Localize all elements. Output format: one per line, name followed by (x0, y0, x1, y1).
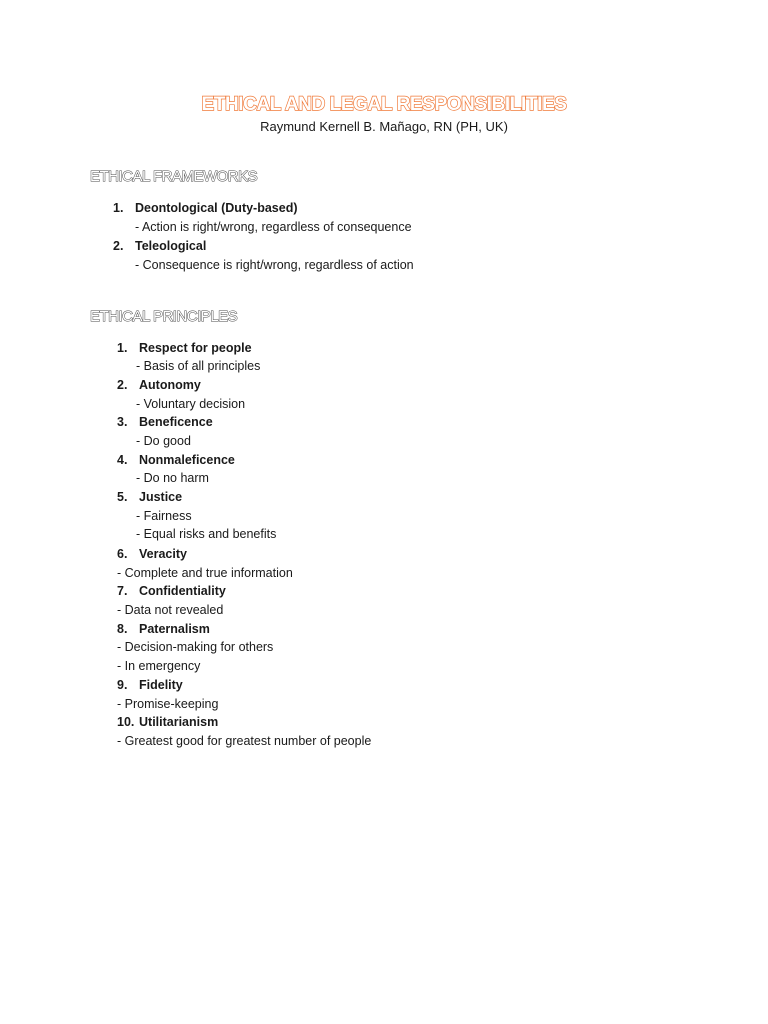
principle-item-3-title (117, 415, 213, 430)
section-heading-principles: ETHICAL PRINCIPLES (90, 308, 238, 325)
list-number: 6. (117, 547, 128, 561)
list-item-title: Paternalism (139, 622, 210, 636)
principle-item-10-title (117, 715, 218, 730)
list-number: 1. (117, 341, 128, 355)
list-number: 4. (117, 453, 128, 467)
list-item-title: Veracity (139, 547, 187, 561)
document-author: Raymund Kernell B. Mañago, RN (PH, UK) (260, 119, 508, 134)
list-item-title: Respect for people (139, 341, 252, 355)
principle-item-6-note: - Complete and true information (117, 566, 293, 580)
list-number: 7. (117, 584, 128, 598)
list-item-title: Confidentiality (139, 584, 226, 598)
list-number: 3. (117, 415, 128, 429)
list-item-title: Nonmaleficence (139, 453, 235, 467)
principle-item-2-title (117, 378, 201, 393)
principle-item-4-note: - Do no harm (136, 471, 209, 485)
list-item-title: Beneficence (139, 415, 213, 429)
list-item-title: Teleological (135, 239, 207, 253)
principle-item-10-note: - Greatest good for greatest number of people (117, 734, 372, 748)
principle-item-5-note-2: - Equal risks and benefits (136, 527, 277, 541)
principle-item-1-note: - Basis of all principles (136, 359, 261, 373)
principle-item-2-note: - Voluntary decision (136, 397, 246, 411)
list-number: 2. (117, 378, 128, 392)
principle-item-4-title (117, 453, 235, 468)
framework-item-1-title (113, 201, 298, 216)
list-number: 1. (113, 201, 124, 215)
principle-item-9-title (117, 678, 183, 693)
list-number: 8. (117, 622, 128, 636)
document-title: ETHICAL AND LEGAL RESPONSIBILITIES (201, 94, 567, 115)
principle-item-7-title (117, 584, 226, 599)
principle-item-8-note-1: - Decision-making for others (117, 640, 274, 654)
principle-item-8-note-2: - In emergency (117, 659, 201, 673)
list-item-title: Utilitarianism (139, 715, 219, 729)
list-number: 2. (113, 239, 124, 253)
framework-item-1-note: - Action is right/wrong, regardless of consequence (135, 220, 412, 234)
principle-item-9-note: - Promise-keeping (117, 697, 219, 711)
list-number: 9. (117, 678, 128, 692)
principle-item-6-title (117, 547, 187, 562)
list-item-title: Deontological (Duty-based) (135, 201, 298, 215)
list-item-title: Autonomy (139, 378, 201, 392)
principle-item-7-note: - Data not revealed (117, 603, 224, 617)
principle-item-8-title (117, 622, 210, 637)
principle-item-5-title (117, 490, 182, 505)
list-number: 5. (117, 490, 128, 504)
framework-item-2-note: - Consequence is right/wrong, regardless of action (135, 258, 414, 272)
principle-item-5-note-1: - Fairness (136, 509, 192, 523)
list-item-title: Justice (139, 490, 183, 504)
list-number: 10. (117, 715, 135, 729)
principle-item-3-note: - Do good (136, 434, 191, 448)
principle-item-1-title (117, 341, 252, 356)
section-heading-frameworks: ETHICAL FRAMEWORKS (90, 168, 258, 185)
list-item-title: Fidelity (139, 678, 183, 692)
framework-item-2-title (113, 239, 206, 254)
